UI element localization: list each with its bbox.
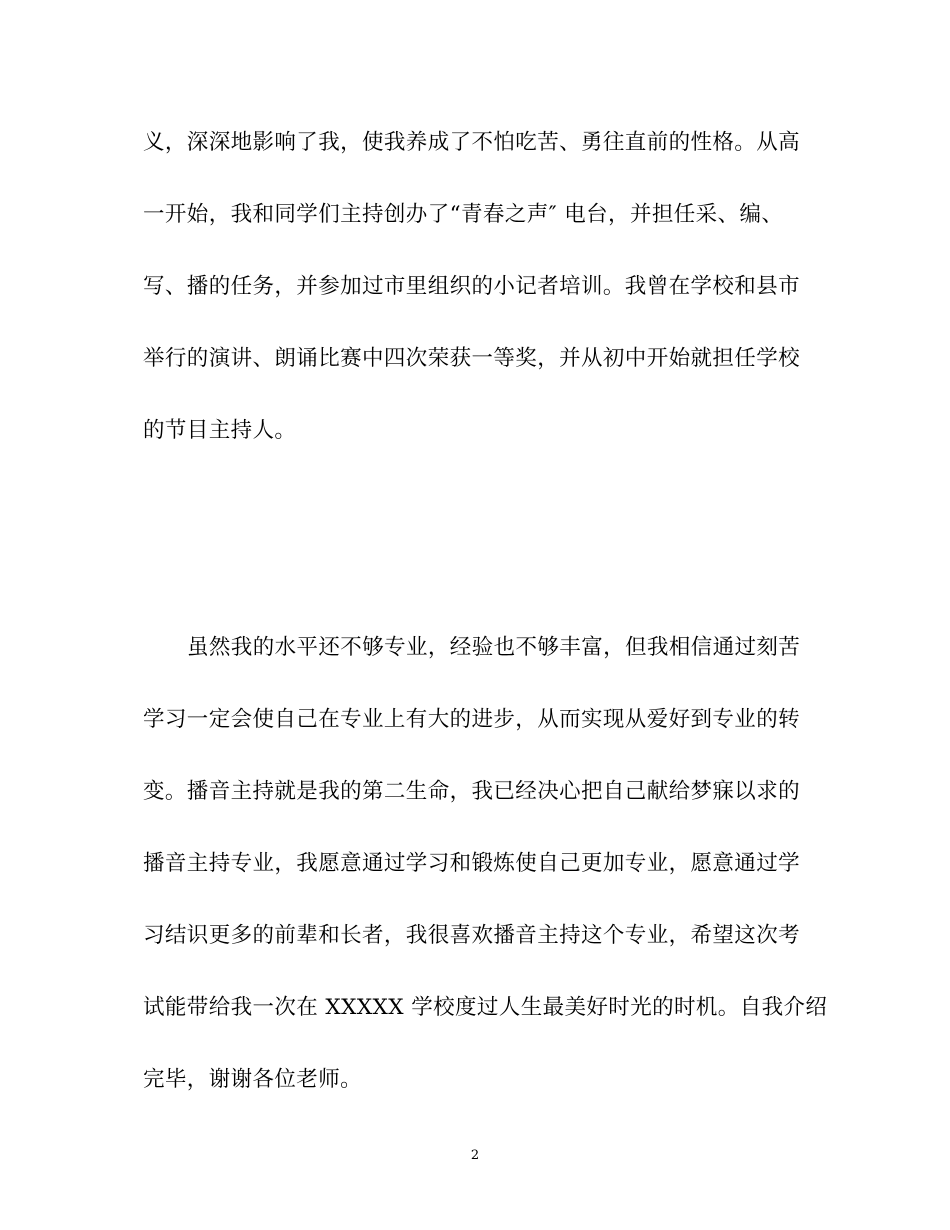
text-line: 变。播音主持就是我的第二生命，我已经决心把自己献给梦寐以求的 (143, 779, 801, 804)
text-line: 播音主持专业，我愿意通过学习和锻炼使自己更加专业，愿意通过学 (143, 851, 801, 876)
text-line: 虽然我的水平还不够专业，经验也不够丰富，但我相信通过刻苦 (187, 635, 801, 660)
text-line: 学习一定会使自己在专业上有大的进步，从而实现从爱好到专业的转 (143, 707, 801, 732)
text-line: 完毕，谢谢各位老师。 (143, 1067, 363, 1092)
text-line: 习结识更多的前辈和长者，我很喜欢播音主持这个专业，希望这次考 (143, 923, 801, 948)
page-number: 2 (470, 1148, 480, 1163)
text-line: 的节目主持人。 (143, 418, 297, 443)
text-line: 义，深深地影响了我，使我养成了不怕吃苦、勇往直前的性格。从高 (143, 130, 801, 155)
text-line: 一开始，我和同学们主持创办了“青春之声″ 电台，并担任采、编、 (143, 202, 784, 227)
text-line: 举行的演讲、朗诵比赛中四次荣获一等奖，并从初中开始就担任学校 (143, 346, 801, 371)
text-line: 写、播的任务，并参加过市里组织的小记者培训。我曾在学校和县市 (143, 274, 801, 299)
text-line: 试能带给我一次在 XXXXX 学校度过人生最美好时光的时机。自我介绍 (143, 995, 828, 1020)
